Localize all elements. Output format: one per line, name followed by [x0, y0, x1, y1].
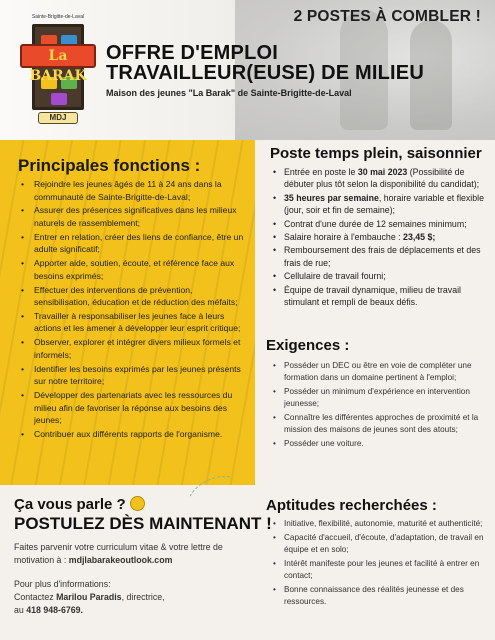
- functions-list: [18, 178, 248, 442]
- position-item-pre: Cellulaire de travail fourni;: [284, 271, 386, 282]
- job-title: TRAVAILLEUR(EUSE) DE MILIEU: [106, 62, 424, 84]
- position-item-pre: Salaire horaire à l'embauche :: [284, 232, 404, 243]
- requirement-item: • Posséder un minimum d'expérience en intervention jeunesse;: [270, 386, 488, 411]
- apply-instructions: [14, 541, 254, 567]
- position-item: [270, 218, 488, 230]
- apply-text: Faites parvenir votre curriculum vitae & votre lettre de motivation à :: [14, 542, 223, 565]
- logo-top-text: Sainte-Brigitte-de-Laval: [31, 14, 85, 20]
- skill-item: • Intérêt manifeste pour les jeunes et facilité à entrer en contact;: [270, 558, 488, 583]
- logo-name: La BARAK: [20, 44, 96, 68]
- position-item-pre: Contrat d'une durée de 12 semaines minimum;: [284, 218, 467, 229]
- info-suffix: , directrice,: [121, 592, 165, 602]
- position-item-pre: Remboursement des frais de déplacements et des frais de rue;: [284, 245, 481, 268]
- position-item-bold: 23,45 $;: [403, 232, 436, 243]
- requirement-item: • Connaître les différentes approches de proximité et la mission des maisons de jeunes sont des atouts;: [270, 412, 488, 437]
- contact-info: [14, 578, 254, 617]
- info-line: [14, 591, 254, 604]
- la-barak-logo: [20, 14, 96, 124]
- function-item: • Apporter aide, soutien, écoute, et référence face aux besoins exprimés;: [18, 257, 248, 282]
- position-item: [270, 244, 488, 269]
- positions-count: 2 POSTES À COMBLER !: [293, 8, 481, 25]
- position-heading: Poste temps plein, saisonnier: [270, 145, 482, 162]
- skill-item: • Capacité d'accueil, d'écoute, d'adaptation, de travail en équipe et en solo;: [270, 532, 488, 557]
- functions-heading: Principales fonctions :: [18, 156, 201, 175]
- info-line: Pour plus d'informations:: [14, 579, 111, 589]
- cta-question-text: Ça vous parle ?: [14, 496, 126, 513]
- info-line: [14, 604, 254, 617]
- position-item-bold: 35 heures par semaine: [284, 192, 379, 203]
- function-item: • Rejoindre les jeunes âgés de 11 à 24 ans dans la communauté de Sainte-Brigitte-de-Laval;: [18, 178, 248, 203]
- position-item-post: , horaire variable et flexible (jour, soir et fin de semaine);: [284, 192, 485, 216]
- info-prefix: Contactez: [14, 592, 57, 602]
- page-title: OFFRE D'EMPLOI: [106, 42, 278, 64]
- skills-heading: Aptitudes recherchées :: [266, 497, 437, 514]
- function-item: • Assurer des présences significatives dans les milieux naturels de rassemblement;: [18, 204, 248, 229]
- function-item: • Observer, explorer et intégrer divers milieux formels et informels;: [18, 336, 248, 361]
- requirements-heading: Exigences :: [266, 337, 350, 354]
- function-item: • Travailler à responsabiliser les jeunes face à leurs actions et les amener à développer leur esprit critique;: [18, 310, 248, 335]
- position-item: [270, 270, 488, 282]
- skills-list: [270, 518, 488, 610]
- function-item: • Développer des partenariats avec les ressources du milieu afin de favoriser la réponse aux besoins des jeunes;: [18, 389, 248, 427]
- function-item: • Effectuer des interventions de prévention, sensibilisation, éducation et de réduction des méfaits;: [18, 284, 248, 309]
- position-item-post: (Possibilité de débuter plus tôt selon la disponibilité du candidat);: [284, 167, 480, 190]
- star-eyes-emoji-icon: [130, 496, 145, 511]
- function-item: • Entrer en relation, créer des liens de confiance, être un adulte significatif;: [18, 231, 248, 256]
- cta-question: [14, 496, 145, 513]
- skill-item: • Initiative, flexibilité, autonomie, maturité et authenticité;: [270, 518, 488, 530]
- function-item: • Contribuer aux différents rapports de l'organisme.: [18, 428, 248, 441]
- position-item-pre: Entrée en poste le: [284, 167, 358, 177]
- info-prefix: au: [14, 605, 27, 615]
- position-list: [270, 166, 488, 309]
- requirement-item: • Posséder un DEC ou être en voie de compléter une formation dans un domaine pertinent à l'emploi;: [270, 360, 488, 385]
- function-item: • Identifier les besoins exprimés par les jeunes présents sur notre territoire;: [18, 363, 248, 388]
- requirements-list: [270, 360, 488, 452]
- cta-apply-heading: POSTULEZ DÈS MAINTENANT !: [14, 514, 272, 533]
- contact-phone[interactable]: 418 948-6769.: [26, 605, 83, 615]
- position-item-bold: 30 mai 2023: [357, 167, 408, 177]
- contact-name: Marilou Paradis: [56, 592, 122, 602]
- position-item: [270, 166, 488, 191]
- position-item-pre: Équipe de travail dynamique, milieu de travail stimulant et rempli de beaux défis.: [284, 284, 462, 308]
- position-item: [270, 231, 488, 243]
- requirement-item: • Posséder une voiture.: [270, 438, 488, 450]
- position-item: [270, 284, 488, 309]
- apply-email-link[interactable]: mdjlabarakeoutlook.com: [68, 555, 173, 565]
- organization-subtitle: Maison des jeunes "La Barak" de Sainte-Brigitte-de-Laval: [106, 88, 352, 98]
- position-item: [270, 192, 488, 217]
- skill-item: • Bonne connaissance des réalités jeunesse et des ressources.: [270, 584, 488, 609]
- logo-badge: MDJ: [38, 112, 78, 124]
